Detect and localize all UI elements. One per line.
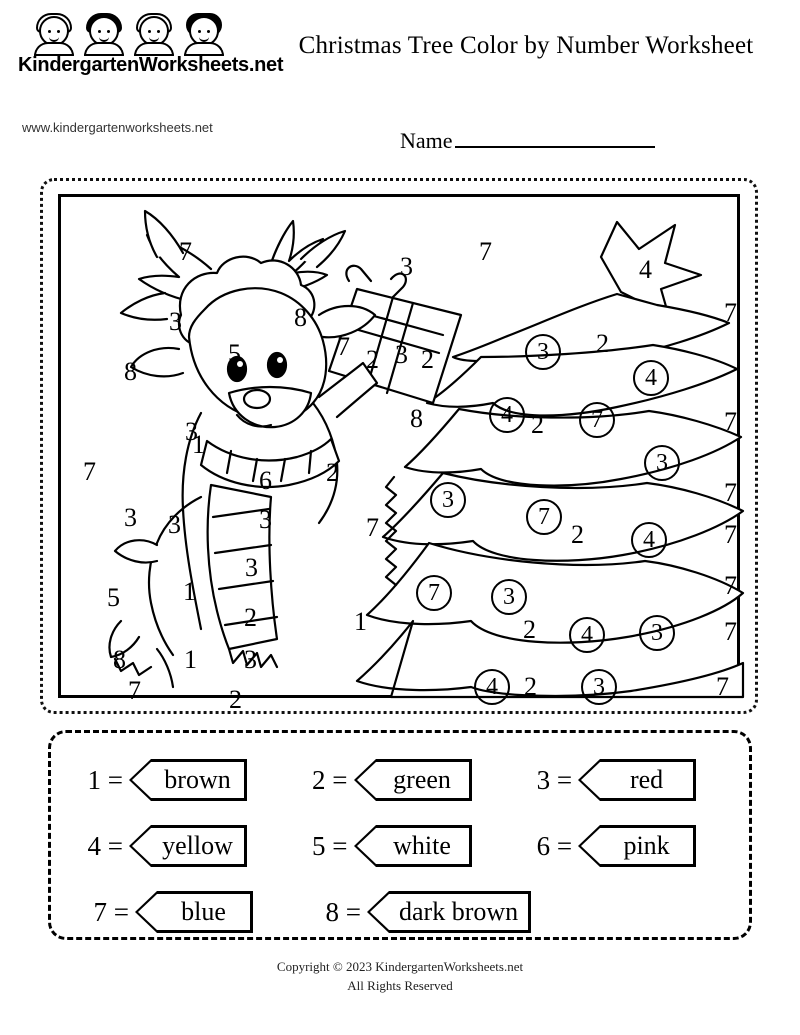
number-label: 3 [168,510,181,539]
circled-number-label: 3 [525,334,561,370]
key-item-7[interactable] [75,879,307,945]
kid-icon [82,14,126,54]
key-number: 2 = [312,764,348,795]
crayon-icon [578,759,696,801]
key-item-1[interactable] [69,747,294,813]
number-label: 2 [421,345,434,374]
number-label: 7 [724,571,737,600]
number-label: 1 [192,430,205,459]
number-label: 7 [724,298,737,327]
key-number: 3 = [536,764,573,795]
kid-icon [32,14,76,54]
number-label: 1 [184,645,197,674]
number-label: 7 [724,617,737,646]
key-number: 8 = [325,896,361,927]
circled-number-label: 7 [416,575,452,611]
key-item-6[interactable] [518,813,731,879]
number-label: 3 [244,645,257,674]
number-label: 3 [124,503,137,532]
key-color-label: pink [600,825,696,867]
circled-number-label: 7 [526,499,562,535]
kid-icon [182,14,226,54]
number-label: 7 [128,676,141,705]
site-url: www.kindergartenworksheets.net [22,120,213,135]
key-number: 4 = [87,830,123,861]
page-title: Christmas Tree Color by Number Worksheet [298,32,754,59]
crayon-icon [354,759,472,801]
number-label: 3 [400,252,413,281]
key-item-8[interactable] [307,879,531,945]
key-row [69,747,731,813]
key-number: 5 = [312,830,348,861]
circled-number-label: 4 [474,669,510,705]
copyright-text: Copyright © 2023 KindergartenWorksheets.net [276,959,524,974]
page-footer [0,958,800,996]
key-number: 7 = [93,896,129,927]
number-label: 6 [259,466,272,495]
key-item-2[interactable] [294,747,519,813]
number-label: 2 [524,672,537,701]
kid-icon [132,14,176,54]
key-color-label: green [376,759,472,801]
circled-number-label: 3 [430,482,466,518]
crayon-icon [578,825,696,867]
color-key [48,730,752,940]
crayon-icon [354,825,472,867]
number-label: 2 [326,458,339,487]
number-label: 8 [113,645,126,674]
circled-number-label: 4 [631,522,667,558]
number-label: 5 [228,339,241,368]
number-label: 7 [724,478,737,507]
number-label: 3 [185,417,198,446]
key-color-label: white [376,825,472,867]
circled-number-label: 3 [644,445,680,481]
number-label: 2 [571,520,584,549]
number-label: 7 [479,237,492,266]
number-label: 2 [244,603,257,632]
key-item-5[interactable] [294,813,519,879]
number-label: 7 [724,407,737,436]
circled-number-label: 3 [581,669,617,705]
christmas-scene-art [61,197,737,714]
number-label: 1 [354,607,367,636]
number-label: 5 [107,583,120,612]
picture-frame [58,194,740,714]
four-kids-icon [32,14,244,54]
number-label: 2 [523,615,536,644]
number-label: 3 [169,307,182,336]
crayon-icon [129,825,247,867]
circled-number-label: 4 [633,360,669,396]
key-row [69,879,731,945]
logo-text: KindergartenWorksheets.net [18,54,284,76]
key-color-label: red [600,759,696,801]
number-label: 2 [531,410,544,439]
key-number: 1 = [87,764,123,795]
number-label: 7 [83,457,96,486]
number-label: 1 [183,577,196,606]
number-label: 7 [724,520,737,549]
circled-number-label: 3 [491,579,527,615]
number-label: 3 [395,340,408,369]
number-label: 7 [179,237,192,266]
number-label: 7 [337,332,350,361]
number-label: 7 [366,513,379,542]
crayon-icon [135,891,253,933]
number-label: 8 [410,404,423,433]
key-color-label: dark brown [389,891,531,933]
rights-text: All Rights Reserved [347,977,453,993]
number-label: 4 [639,255,652,284]
number-label: 3 [245,553,258,582]
number-label: 2 [229,685,242,714]
number-label: 2 [366,345,379,374]
number-label: 8 [294,303,307,332]
circled-number-label: 3 [639,615,675,651]
number-label: 8 [124,357,137,386]
coloring-picture [40,178,758,714]
key-color-label: yellow [151,825,247,867]
number-label: 2 [596,329,609,358]
circled-number-label: 4 [489,397,525,433]
name-field [400,128,655,154]
key-number: 6 = [536,830,573,861]
number-label: 7 [716,672,729,701]
key-color-label: blue [157,891,253,933]
circled-number-label: 4 [569,617,605,653]
name-label: Name [400,128,453,153]
circled-number-label: 7 [579,402,615,438]
page-header [0,0,800,153]
site-logo[interactable] [18,14,284,96]
number-label: 3 [259,505,272,534]
crayon-icon [129,759,247,801]
crayon-icon [367,891,531,933]
key-color-label: brown [151,759,247,801]
name-blank-line[interactable] [455,128,655,148]
key-row [69,813,731,879]
key-item-4[interactable] [69,813,294,879]
key-item-3[interactable] [518,747,731,813]
